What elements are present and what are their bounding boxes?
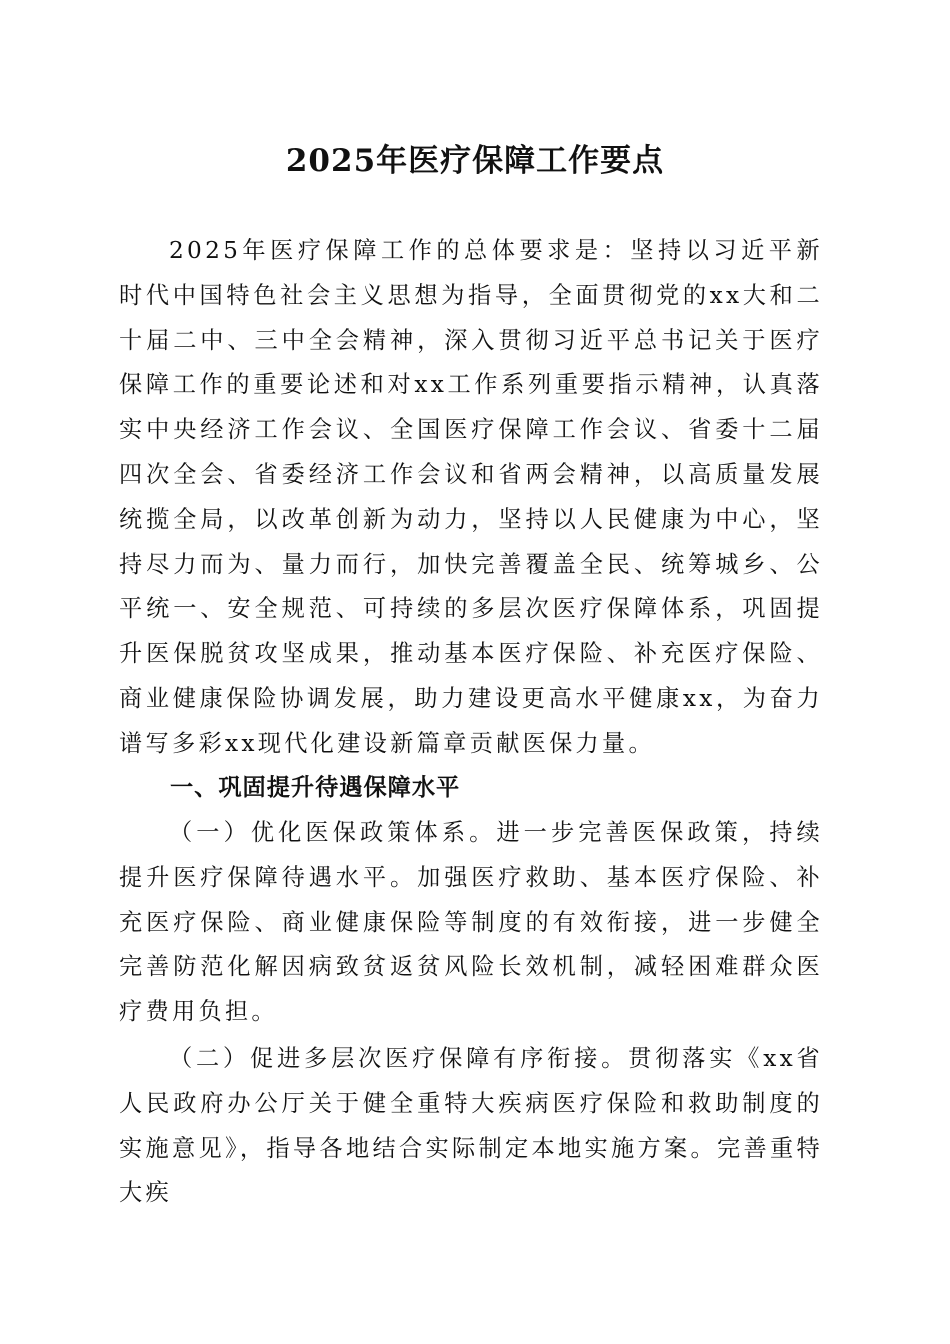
section-paragraph-2: （二）促进多层次医疗保障有序衔接。贯彻落实《xx省人民政府办公厅关于健全重特大疾病医疗保险和救助制度的实施意见》，指导各地结合实际制定本地实施方案。完善重特大疾 <box>119 1045 823 1207</box>
section-paragraph-1: （一）优化医保政策体系。进一步完善医保政策，持续提升医疗保障待遇水平。加强医疗救助、基本医疗保险、补充医疗保险、商业健康保险等制度的有效衔接，进一步健全完善防范化解因病致贫返贫风险长效机制，减轻困难群众医疗费用负担。 <box>119 819 823 1026</box>
document-title: 2025年医疗保障工作要点 <box>285 143 665 179</box>
section-heading: 一、巩固提升待遇保障水平 <box>170 774 461 801</box>
intro-paragraph: 2025年医疗保障工作的总体要求是：坚持以习近平新时代中国特色社会主义思想为指导，全面贯彻党的xx大和二十届二中、三中全会精神，深入贯彻习近平总书记关于医疗保障工作的重要论述和对xx工作系列重要指示精神，认真落实中央经济工作会议、全国医疗保障工作会议、省委十二届四次全会、省委经济工作会议和省两会精神，以高质量发展统揽全局，以改革创新为动力，坚持以人民健康为中心，坚持尽力而为、量力而行，加快完善覆盖全民、统筹城乡、公平统一、安全规范、可持续的多层次医疗保障体系，巩固提升医保脱贫攻坚成果，推动基本医疗保险、补充医疗保险、商业健康保险协调发展，助力建设更高水平健康xx，为奋力谱写多彩xx现代化建设新篇章贡献医保力量。 <box>119 237 823 757</box>
